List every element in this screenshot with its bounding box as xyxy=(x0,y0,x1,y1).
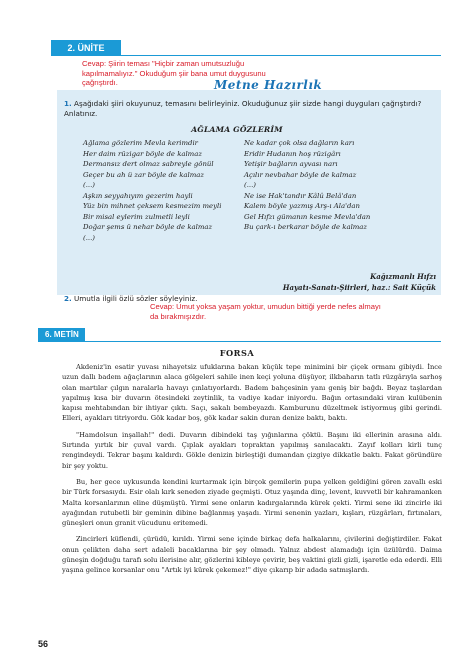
poem-line: Gel Hıfzı gümanın kesme Mevla'dan xyxy=(244,212,371,221)
poem-source: Hayatı-Sanatı-Şiirleri, haz.: Sait Küçük xyxy=(282,283,436,292)
page-number: 56 xyxy=(38,639,49,649)
poem-line: Yüz bin mihnet çeksem kesmezim meyli xyxy=(83,202,222,210)
poem-line: Aşkın seyyahıyım gezerim hayli xyxy=(83,191,193,200)
question-1 xyxy=(64,99,434,119)
poem-title: AĞLAMA GÖZLERİM xyxy=(191,125,283,134)
poem-line: Doğar şems ü nehar böyle de kalmaz xyxy=(83,223,213,231)
story-paragraph: Zincirleri küflendi, çürüdü, kırıldı. Yirmi sene içinde birkaç defa halkalarını, çivilerini değiştirdiler. Fakat onun çelikten daha sert adaleli bacaklarına bir şey olmadı. Yalnız abdest alamadığı için üzülürdü. Daima güneşin doğduğu tarafı solu ilerisine alır, gözlerini kibleye çevirir, beş vaktini gizli gizli, işaretle eda ederdi. Elli yaşına gelince korsanlar onu "Artık iyi kürek çekemez!" diye çıkarıp bir adada satmışlardı. xyxy=(62,535,442,575)
story-paragraph: Akdeniz'in esatir yuvası nihayetsiz ufuklarına bakan küçük tepe minimini bir çiçek ormanı gibiydi. İnce uzun dallı badem ağaçlarının alaca gölgeleri sahile inen keçi yoluna düşüyor, ilkbaharın tatlı rüzgârıyla sarhoş olan martılar çılgın naralarla havayı çınlatıyorlardı. Badem bahçesinin yanı geniş bir bağdı. Beyaz taşlardan yapılmış kısa bir duvarın ötesindeki zeytinlik, ta vadiye kadar iniyordu. Bağın ortasındaki viran kulübenin kapısı mehtabından bir ihtiyar çıktı. Saçı, sakalı bembeyazdı. Kamburunu düzeltmek istiyormuş gibi gerindi. Elleri, ayakları titriyordu. Gök kadar boş, gök kadar sakin duran denize baktı, baktı. xyxy=(62,363,442,423)
poem-line: Bir misal eylerim zulmetli leyli xyxy=(83,212,190,221)
prep-section-title: Metne Hazırlık xyxy=(214,78,323,92)
question-2-text: Umutla ilgili özlü sözler söyleyiniz. xyxy=(74,294,198,303)
answer-1-handwritten: Cevap: Şiirin teması "Hiçbir zaman umutsuzluğu kapılmamalıyız." Okuduğum şiir bana umut duygusunu çağrıştırdı. xyxy=(82,59,266,88)
poem-line: Geçer bu ah ü zar böyle de kalmaz xyxy=(83,170,204,179)
story-body xyxy=(62,362,442,582)
story-paragraph: Bu, her gece uykusunda kendini kurtarmak için birçok gemilerin pupa yelken geldiğini gören zavallı eski bir Türk forsasıydı. Esir olalı kırk seneden ziyade geçmişti. Otuz yaşında dinç, levent, kuvvetli bir kahramanken Malta korsanlarının eline düşmüştü. Yirmi sene onların kadırgalarında kürek çekti. Yirmi sene iki zincirle iki ayağından rutubetli bir geminin dibine bağlanmış yaşadı. Yirmi senenin yazları, kışları, rüzgârları, fırtınaları, güneşleri onun granit vücudunu eritemedi. xyxy=(62,477,442,528)
unit-label: 2. ÜNİTE xyxy=(51,40,121,56)
poem-line: (...) xyxy=(83,233,95,242)
answer-2-handwritten: Cevap: Umut yoksa yaşam yoktur, umudun bittiği yerde nefes almayı da bırakmışızdır. xyxy=(150,302,381,321)
story-title: FORSA xyxy=(219,348,255,358)
poem-line: Açılır nevbahar böyle de kalmaz xyxy=(244,170,357,179)
text-section-divider xyxy=(85,341,441,342)
poem-line: (...) xyxy=(244,181,256,189)
poem-line: Eridir Hudanın hoş rüzigârı xyxy=(244,149,341,158)
question-2-number: 2. xyxy=(64,294,72,303)
unit-divider xyxy=(121,55,441,56)
poem-line: Bu çark-ı berkarar böyle de kalmaz xyxy=(244,223,368,231)
poem-line: Yetişir bağların ayvası narı xyxy=(244,160,338,168)
text-section-label: 6. METİN xyxy=(38,328,85,342)
poem-line: (...) xyxy=(83,181,95,189)
poem-line: Her daim rüzigar böyle de kalmaz xyxy=(83,149,202,158)
poem-line: Dermansız dert olmaz sabreyle gönül xyxy=(83,160,214,168)
poem-author: Kağızmanlı Hıfzı xyxy=(370,272,436,281)
poem-line: Ne ise Hak'tandır Kâlû Belâ'dan xyxy=(244,191,357,200)
poem-line: Kalem böyle yazmış Arş-ı Ala'dan xyxy=(244,202,360,210)
poem-left-column xyxy=(83,138,221,243)
poem-line: Ne kadar çok olsa dağların karı xyxy=(244,139,355,147)
story-paragraph: "Hamdolsun inşallah!" dedi. Duvarın dibindeki taş yığınlarına çöktü. Başını iki ellerinin arasına aldı. Sırtında yırtık bir çuval vardı. Çıplak ayakları topraktan yapılmış sanılacaktı. Zayıf kolları kirli tunç rengindeydi. Tekrar başını kaldırdı. Gökle denizin birleştiği dumandan çizgiye dikkatle baktı. Fakat göründüre bir şey yoktu. xyxy=(62,430,442,470)
poem-line: Ağlama gözlerim Mevla kerimdir xyxy=(83,139,198,147)
poem-right-column xyxy=(244,138,370,233)
question-1-text: Aşağıdaki şiiri okuyunuz, temasını belirleyiniz. Okuduğunuz şiir sizde hangi duyguları çağrıştırdı? Anlatınız. xyxy=(64,99,422,118)
question-1-number: 1. xyxy=(64,99,72,108)
